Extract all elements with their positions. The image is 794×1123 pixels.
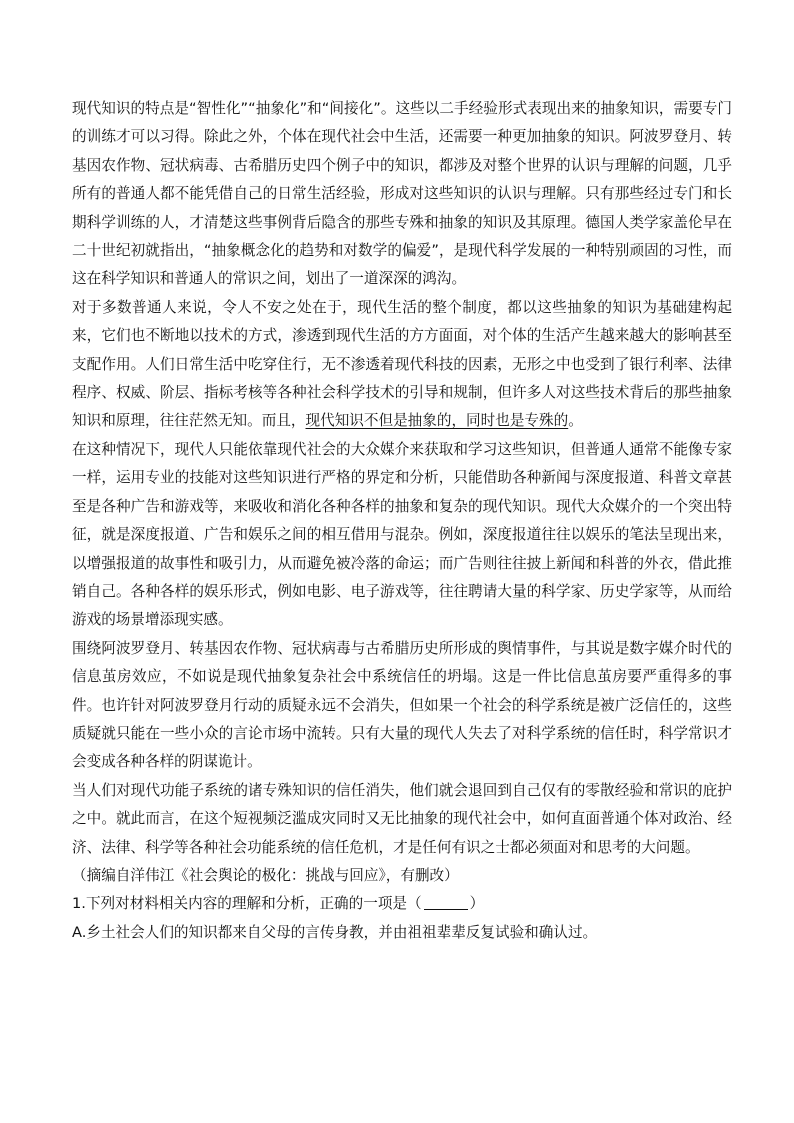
document-page xyxy=(72,95,732,947)
question-number: 1. xyxy=(72,895,86,913)
answer-blank[interactable] xyxy=(424,895,468,910)
question-stem-end: ） xyxy=(469,895,485,913)
paragraph-3: 在这种情况下，现代人只能依靠现代社会的大众媒介来获取和学习这些知识，但普通人通常不能像专家一样，运用专业的技能对这些知识进行严格的界定和分析，只能借助各种新闻与深度报道、科普文章甚至是各种广告和游戏等，来吸收和消化各种各样的抽象和复杂的现代知识。现代大众媒介的一个突出特征，就是深度报道、广告和娱乐之间的相互借用与混杂。例如，深度报道往往以娱乐的笔法呈现出来，以增强报道的故事性和吸引力，从而避免被冷落的命运；而广告则往往披上新闻和科普的外衣，借此推销自己。各种各样的娱乐形式，例如电影、电子游戏等，往往聘请大量的科学家、历史学家等，从而给游戏的场景增添现实感。 xyxy=(72,440,732,629)
paragraph-2-end: 。 xyxy=(568,412,583,430)
option-a: A.乡土社会人们的知识都来自父母的言传身教，并由祖祖辈辈反复试验和确认过。 xyxy=(72,923,598,941)
source-note: （摘编自洋伟江《社会舆论的极化：挑战与回应》，有删改） xyxy=(72,866,459,884)
paragraph-1: 现代知识的特点是“智性化”“抽象化”和“间接化”。这些以二手经验形式表现出来的抽象知识，需要专门的训练才可以习得。除此之外，个体在现代社会中生活，还需要一种更加抽象的知识。阿波罗登月、转基因农作物、冠状病毒、古希腊历史四个例子中的知识，都涉及对整个世界的认识与理解的问题，几乎所有的普通人都不能凭借自己的日常生活经验，形成对这些知识的认识与理解。只有那些经过专门和长期科学训练的人，才清楚这些事例背后隐含的那些专殊和抽象的知识及其原理。德国人类学家盖伦早在二十世纪初就指出，“抽象概念化的趋势和对数学的偏爱”，是现代科学发展的一种特别顽固的习性，而这在科学知识和普通人的常识之间，划出了一道深深的鸿沟。 xyxy=(72,100,732,288)
paragraph-5: 当人们对现代功能子系统的诸专殊知识的信任消失，他们就会退回到自己仅有的零散经验和常识的庇护之中。就此而言，在这个短视频泛滥成灾同时又无比抽象的现代社会中，如何直面普通个体对政治、经济、法律、科学等各种社会功能系统的信任危机，才是任何有识之士都必须面对和思考的大问题。 xyxy=(72,781,732,856)
question-1 xyxy=(72,890,732,918)
paragraph-2 xyxy=(72,294,732,436)
paragraph-2-text: 对于多数普通人来说，令人不安之处在于，现代生活的整个制度，都以这些抽象的知识为基础建构起来，它们也不断地以技术的方式，渗透到现代生活的方方面面，对个体的生活产生越来越大的影响甚至支配作用。人们日常生活中吃穿住行，无不渗透着现代科技的因素，无形之中也受到了银行利率、法律程序、权威、阶层、指标考核等各种社会科学技术的引导和规制，但许多人对这些技术背后的那些抽象知识和原理，往往茫然无知。而且， xyxy=(72,298,732,430)
underlined-sentence: 现代知识不但是抽象的，同时也是专殊的 xyxy=(305,412,569,430)
question-stem: 下列对材料相关内容的理解和分析，正确的一项是（ xyxy=(85,895,422,913)
paragraph-4: 围绕阿波罗登月、转基因农作物、冠状病毒与古希腊历史所形成的舆情事件，与其说是数字媒介时代的信息茧房效应，不如说是现代抽象复杂社会中系统信任的坍塌。这是一件比信息茧房要严重得多的事件。也许针对阿波罗登月行动的质疑永远不会消失，但如果一个社会的科学系统是被广泛信任的，这些质疑就只能在一些小众的言论市场中流转。只有大量的现代人失去了对科学系统的信任时，科学常识才会变成各种各样的阴谋诡计。 xyxy=(72,639,732,771)
